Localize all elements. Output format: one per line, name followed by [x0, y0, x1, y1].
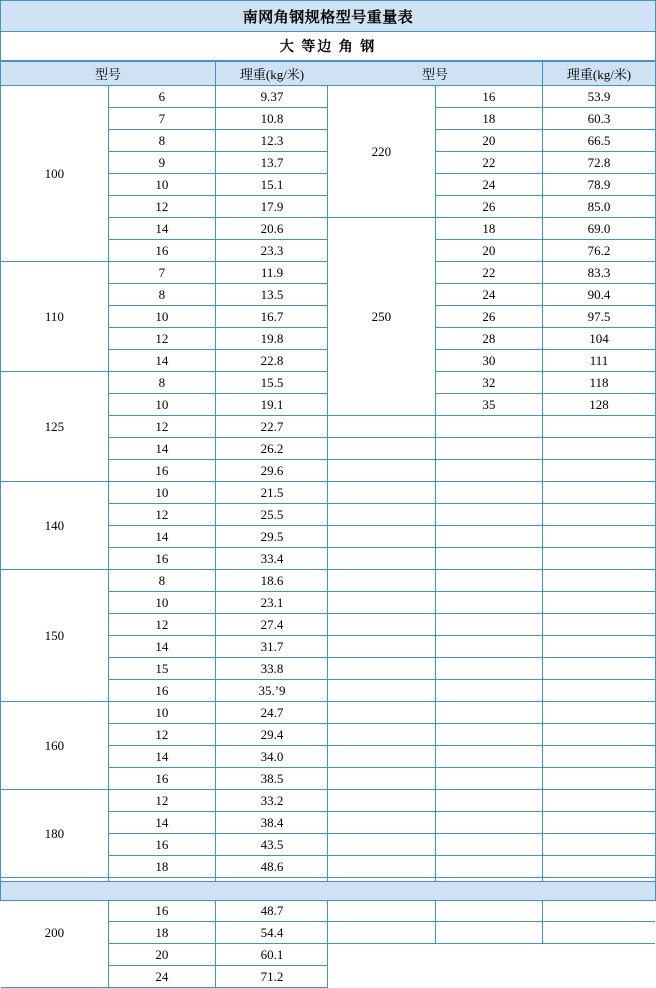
table-row — [1, 702, 328, 724]
cell-spec-empty — [328, 526, 435, 548]
cell-weight-empty — [543, 900, 656, 922]
cell-size: 24 — [435, 174, 542, 196]
cell-weight: 35.’9 — [216, 680, 329, 702]
table-row-empty — [328, 856, 655, 878]
cell-size-empty — [435, 900, 542, 922]
cell-weight-empty — [543, 460, 656, 482]
right-table-panel — [328, 61, 655, 944]
cell-size: 16 — [108, 768, 215, 790]
table-row-empty — [328, 460, 655, 482]
cell-size-empty — [435, 724, 542, 746]
table-row-empty — [328, 614, 655, 636]
cell-size: 18 — [108, 922, 215, 944]
cell-spec-empty — [328, 746, 435, 768]
cell-weight-empty — [543, 548, 656, 570]
cell-size-empty — [435, 746, 542, 768]
cell-size: 32 — [435, 372, 542, 394]
cell-weight-empty — [543, 570, 656, 592]
cell-size: 20 — [435, 130, 542, 152]
cell-weight-empty — [543, 790, 656, 812]
cell-size: 16 — [108, 240, 215, 262]
cell-size: 14 — [108, 812, 215, 834]
cell-size-empty — [435, 922, 542, 944]
cell-weight-empty — [543, 526, 656, 548]
cell-size-empty — [435, 702, 542, 724]
cell-spec-empty — [328, 482, 435, 504]
table-row-empty — [328, 592, 655, 614]
cell-weight: 69.0 — [543, 218, 656, 240]
cell-size-empty — [435, 438, 542, 460]
cell-spec-empty — [328, 812, 435, 834]
document-title-bar — [1, 1, 655, 32]
cell-size-empty — [435, 636, 542, 658]
cell-weight: 43.5 — [216, 834, 329, 856]
cell-spec: 200 — [1, 878, 108, 988]
table-row-empty — [328, 922, 655, 944]
table-row — [1, 86, 328, 108]
cell-weight: 20.6 — [216, 218, 329, 240]
cell-weight: 25.5 — [216, 504, 329, 526]
cell-size: 16 — [108, 680, 215, 702]
cell-size: 28 — [435, 328, 542, 350]
cell-size: 8 — [108, 130, 215, 152]
cell-weight: 85.0 — [543, 196, 656, 218]
cell-size-empty — [435, 460, 542, 482]
footer-strip — [1, 881, 655, 900]
cell-weight-empty — [543, 636, 656, 658]
cell-weight: 53.9 — [543, 86, 656, 108]
cell-size: 16 — [108, 834, 215, 856]
cell-weight: 27.4 — [216, 614, 329, 636]
cell-weight-empty — [543, 768, 656, 790]
cell-size: 20 — [108, 944, 215, 966]
cell-size-empty — [435, 504, 542, 526]
cell-weight: 23.3 — [216, 240, 329, 262]
cell-weight-empty — [543, 592, 656, 614]
cell-spec-empty — [328, 570, 435, 592]
cell-spec-empty — [328, 614, 435, 636]
cell-size: 16 — [108, 548, 215, 570]
table-row — [1, 482, 328, 504]
cell-weight: 97.5 — [543, 306, 656, 328]
cell-weight: 48.6 — [216, 856, 329, 878]
cell-weight-empty — [543, 856, 656, 878]
cell-spec-empty — [328, 504, 435, 526]
cell-size-empty — [435, 416, 542, 438]
table-row-empty — [328, 746, 655, 768]
cell-size: 12 — [108, 328, 215, 350]
cell-weight: 38.4 — [216, 812, 329, 834]
cell-size: 10 — [108, 306, 215, 328]
cell-spec-empty — [328, 658, 435, 680]
cell-spec-empty — [328, 416, 435, 438]
cell-spec: 150 — [1, 570, 108, 702]
cell-spec: 100 — [1, 86, 108, 262]
cell-spec-empty — [328, 460, 435, 482]
table-row — [328, 86, 655, 108]
cell-weight: 13.7 — [216, 152, 329, 174]
cell-spec-empty — [328, 636, 435, 658]
cell-size-empty — [435, 548, 542, 570]
cell-weight-empty — [543, 504, 656, 526]
cell-spec-empty — [328, 724, 435, 746]
cell-weight: 38.5 — [216, 768, 329, 790]
cell-spec-empty — [328, 680, 435, 702]
cell-weight: 22.7 — [216, 416, 329, 438]
cell-size: 8 — [108, 372, 215, 394]
cell-size-empty — [435, 834, 542, 856]
table-row-empty — [328, 812, 655, 834]
cell-size: 12 — [108, 416, 215, 438]
table-row — [1, 262, 328, 284]
cell-size: 7 — [108, 262, 215, 284]
cell-weight: 60.1 — [216, 944, 329, 966]
table-row-empty — [328, 526, 655, 548]
cell-weight-empty — [543, 834, 656, 856]
cell-weight: 78.9 — [543, 174, 656, 196]
column-header-weight: 理重(kg/米) — [543, 62, 656, 86]
column-header-spec: 型号 — [1, 62, 216, 86]
cell-size: 12 — [108, 724, 215, 746]
cell-size-empty — [435, 570, 542, 592]
cell-weight: 23.1 — [216, 592, 329, 614]
cell-size: 14 — [108, 218, 215, 240]
cell-size: 8 — [108, 570, 215, 592]
cell-weight: 104 — [543, 328, 656, 350]
cell-weight: 60.3 — [543, 108, 656, 130]
cell-size-empty — [435, 482, 542, 504]
cell-size: 16 — [108, 900, 215, 922]
cell-size: 14 — [108, 438, 215, 460]
page-title: 南网角钢规格型号重量表 — [242, 9, 414, 26]
cell-size-empty — [435, 658, 542, 680]
table-row-empty — [328, 680, 655, 702]
cell-size: 30 — [435, 350, 542, 372]
cell-size: 24 — [435, 284, 542, 306]
cell-weight: 17.9 — [216, 196, 329, 218]
cell-size: 18 — [108, 856, 215, 878]
cell-spec-empty — [328, 438, 435, 460]
table-row — [1, 570, 328, 592]
cell-weight: 33.8 — [216, 658, 329, 680]
cell-weight: 18.6 — [216, 570, 329, 592]
table-row-empty — [328, 702, 655, 724]
cell-size: 22 — [435, 262, 542, 284]
cell-spec-empty — [328, 548, 435, 570]
cell-size: 14 — [108, 526, 215, 548]
cell-weight-empty — [543, 416, 656, 438]
cell-spec-empty — [328, 900, 435, 922]
table-row-empty — [328, 658, 655, 680]
cell-weight: 118 — [543, 372, 656, 394]
table-row-empty — [328, 790, 655, 812]
cell-size: 35 — [435, 394, 542, 416]
cell-size: 10 — [108, 174, 215, 196]
cell-weight: 33.4 — [216, 548, 329, 570]
cell-weight: 16.7 — [216, 306, 329, 328]
cell-size: 10 — [108, 394, 215, 416]
cell-weight-empty — [543, 438, 656, 460]
cell-weight: 66.5 — [543, 130, 656, 152]
cell-weight-empty — [543, 724, 656, 746]
cell-spec-empty — [328, 856, 435, 878]
left-table-panel — [1, 61, 328, 988]
cell-weight: 9.37 — [216, 86, 329, 108]
cell-size-empty — [435, 526, 542, 548]
cell-weight: 26.2 — [216, 438, 329, 460]
cell-weight: 111 — [543, 350, 656, 372]
table-row-empty — [328, 570, 655, 592]
table-row-empty — [328, 768, 655, 790]
cell-size: 22 — [435, 152, 542, 174]
cell-weight-empty — [543, 658, 656, 680]
cell-weight: 76.2 — [543, 240, 656, 262]
cell-weight: 29.5 — [216, 526, 329, 548]
right-table-header — [328, 62, 655, 86]
cell-weight-empty — [543, 702, 656, 724]
cell-weight: 19.1 — [216, 394, 329, 416]
cell-size: 24 — [108, 966, 215, 988]
cell-weight: 12.3 — [216, 130, 329, 152]
cell-weight: 11.9 — [216, 262, 329, 284]
table-row-empty — [328, 416, 655, 438]
cell-weight: 33.2 — [216, 790, 329, 812]
cell-size: 7 — [108, 108, 215, 130]
table-row — [328, 218, 655, 240]
column-header-spec: 型号 — [328, 62, 543, 86]
cell-weight-empty — [543, 482, 656, 504]
cell-size: 9 — [108, 152, 215, 174]
cell-weight: 48.7 — [216, 900, 329, 922]
cell-size: 15 — [108, 658, 215, 680]
document-subtitle-bar — [1, 32, 655, 61]
cell-weight-empty — [543, 922, 656, 944]
cell-spec: 140 — [1, 482, 108, 570]
page-subtitle: 大 等边 角 钢 — [279, 40, 377, 55]
table-row-empty — [328, 900, 655, 922]
right-weight-table — [328, 61, 655, 944]
cell-size-empty — [435, 592, 542, 614]
cell-size: 6 — [108, 86, 215, 108]
table-header-row — [1, 62, 328, 86]
cell-size: 10 — [108, 482, 215, 504]
cell-size: 12 — [108, 196, 215, 218]
cell-weight: 83.3 — [543, 262, 656, 284]
cell-weight: 54.4 — [216, 922, 329, 944]
cell-weight: 29.6 — [216, 460, 329, 482]
cell-weight-empty — [543, 812, 656, 834]
cell-size: 12 — [108, 614, 215, 636]
cell-weight: 15.5 — [216, 372, 329, 394]
left-table-body — [1, 86, 328, 988]
cell-size: 18 — [435, 108, 542, 130]
cell-size: 16 — [435, 86, 542, 108]
cell-weight: 90.4 — [543, 284, 656, 306]
cell-size-empty — [435, 680, 542, 702]
table-row-empty — [328, 834, 655, 856]
cell-size-empty — [435, 614, 542, 636]
cell-size: 26 — [435, 196, 542, 218]
cell-size: 16 — [108, 460, 215, 482]
cell-spec-empty — [328, 790, 435, 812]
cell-weight: 128 — [543, 394, 656, 416]
table-row-empty — [328, 548, 655, 570]
cell-size-empty — [435, 856, 542, 878]
cell-spec-empty — [328, 922, 435, 944]
cell-weight: 21.5 — [216, 482, 329, 504]
left-table-header — [1, 62, 328, 86]
tables-container — [1, 61, 655, 988]
cell-weight: 22.8 — [216, 350, 329, 372]
column-header-weight: 理重(kg/米) — [216, 62, 329, 86]
cell-size: 26 — [435, 306, 542, 328]
cell-spec-empty — [328, 834, 435, 856]
cell-weight: 19.8 — [216, 328, 329, 350]
cell-weight: 72.8 — [543, 152, 656, 174]
cell-size: 18 — [435, 218, 542, 240]
cell-spec: 250 — [328, 218, 435, 416]
cell-weight: 34.0 — [216, 746, 329, 768]
cell-size: 12 — [108, 504, 215, 526]
cell-weight-empty — [543, 614, 656, 636]
table-row-empty — [328, 724, 655, 746]
left-weight-table — [1, 61, 328, 988]
cell-weight: 71.2 — [216, 966, 329, 988]
table-row-empty — [328, 636, 655, 658]
cell-weight-empty — [543, 680, 656, 702]
cell-size: 20 — [435, 240, 542, 262]
table-row-empty — [328, 482, 655, 504]
cell-size-empty — [435, 790, 542, 812]
cell-spec-empty — [328, 592, 435, 614]
cell-size: 8 — [108, 284, 215, 306]
cell-spec: 160 — [1, 702, 108, 790]
cell-weight-empty — [543, 746, 656, 768]
cell-spec: 110 — [1, 262, 108, 372]
cell-weight: 24.7 — [216, 702, 329, 724]
right-table-body — [328, 86, 655, 944]
table-row — [1, 372, 328, 394]
cell-size: 14 — [108, 350, 215, 372]
cell-spec-empty — [328, 702, 435, 724]
table-header-row — [328, 62, 655, 86]
cell-weight: 15.1 — [216, 174, 329, 196]
cell-size: 12 — [108, 790, 215, 812]
cell-weight: 10.8 — [216, 108, 329, 130]
table-row-empty — [328, 438, 655, 460]
cell-size: 10 — [108, 592, 215, 614]
cell-weight: 31.7 — [216, 636, 329, 658]
cell-spec: 125 — [1, 372, 108, 482]
cell-size-empty — [435, 768, 542, 790]
cell-spec: 180 — [1, 790, 108, 878]
cell-spec: 220 — [328, 86, 435, 218]
cell-size: 14 — [108, 636, 215, 658]
cell-weight: 13.5 — [216, 284, 329, 306]
cell-size-empty — [435, 812, 542, 834]
cell-size: 10 — [108, 702, 215, 724]
cell-weight: 29.4 — [216, 724, 329, 746]
cell-size: 14 — [108, 746, 215, 768]
cell-spec-empty — [328, 768, 435, 790]
table-row — [1, 790, 328, 812]
table-row-empty — [328, 504, 655, 526]
